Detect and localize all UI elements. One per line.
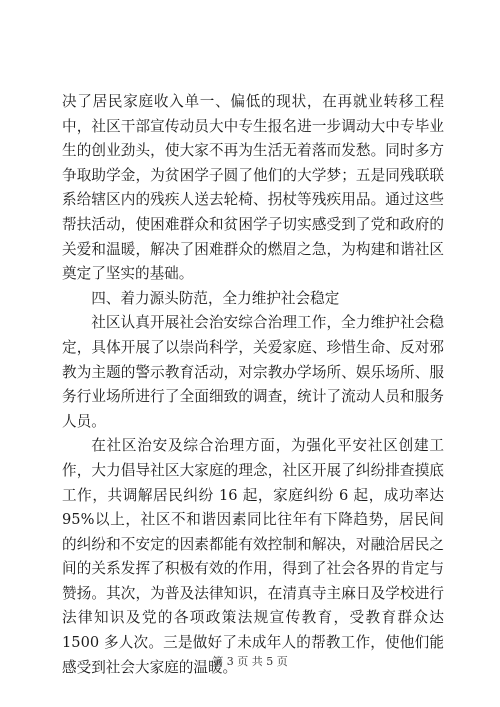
paragraph-social-stability: 社区认真开展社会治安综合治理工作，全力维护社会稳定，具体开展了以崇尚科学，关爱家庭、珍惜生命、反对邪教为主题的警示教育活动，对宗教办学场所、娱乐场所、服务行业场所进行了全面细致的调查，统计了流动人员和服务人员。: [62, 314, 444, 430]
paragraph-public-security: 在社区治安及综合治理方面，为强化平安社区创建工作，大力倡导社区大家庭的理念，社区开展了纠纷排查摸底工作，共调解居民纠纷 16 起，家庭纠纷 6 起，成功率达 95%以上，社区不和谐因素同比往年有下降趋势，居民间的纠纷和不安定的因素都能有效控制和解决，对融洽居民之间的关系发挥了积极有效的作用，得到了社会各界的肯定与赞扬。其次，为普及法律知识，在清真寺主麻日及学校进行法律知识及党的各项政策法规宣传教育，受教育群众达 1500 多人次。三是做好了未成年人的帮教工作，使他们能感受到社会大家庭的温暖。: [62, 437, 444, 676]
page-footer: 第 3 页 共 5 页: [212, 655, 288, 668]
document-body: [62, 90, 444, 680]
paragraph-continuation: 决了居民家庭收入单一、偏低的现状，在再就业转移工程中，社区干部宣传动员大中专生报名进一步调动大中专毕业生的创业劲头，使大家不再为生活无着落而发愁。同时多方争取助学金，为贫困学子圆了他们的大学梦；五是同残联联系给辖区内的残疾人送去轮椅、拐杖等残疾用品。通过这些帮扶活动，使困难群众和贫困学子切实感受到了党和政府的关爱和温暖，解决了困难群众的燃眉之急，为构建和谐社区奠定了坚实的基础。: [62, 93, 444, 283]
section-heading-4: 四、着力源头防范，全力维护社会稳定: [91, 289, 340, 307]
